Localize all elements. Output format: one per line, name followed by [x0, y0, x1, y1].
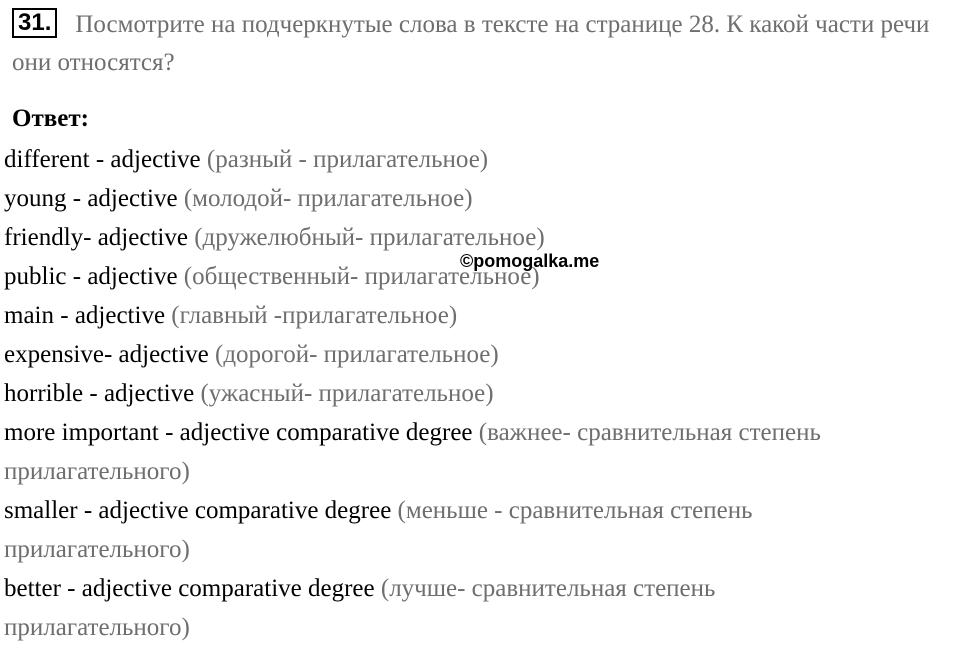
english-term: horrible - adjective [4, 380, 195, 407]
task-text: Посмотрите на подчеркнутые слова в тексте на странице 28. К какой части речи они относятся? [12, 11, 930, 76]
english-term: smaller - adjective comparative degree [4, 497, 392, 524]
russian-translation: (молодой- прилагательное) [183, 185, 473, 212]
task-number: 31. [12, 8, 57, 38]
english-term: more important - adjective comparative degree [4, 419, 473, 446]
russian-translation: (общественный- прилагательное) [183, 263, 540, 290]
answer-item [4, 374, 960, 413]
russian-translation: (лучше- сравнительная степень [380, 575, 716, 602]
russian-translation-continued: прилагательного) [4, 614, 190, 641]
answer-item [4, 413, 960, 452]
answer-item [4, 491, 960, 530]
russian-translation: (ужасный- прилагательное) [200, 380, 494, 407]
answer-list [4, 140, 960, 647]
watermark: ©pomogalka.me [460, 251, 600, 271]
english-term: young - adjective [4, 185, 178, 212]
task-statement [12, 6, 952, 82]
english-term: better - adjective comparative degree [4, 575, 375, 602]
answer-item [4, 140, 960, 179]
answer-item [4, 569, 960, 608]
russian-translation: (дорогой- прилагательное) [215, 341, 499, 368]
answer-item [4, 179, 960, 218]
russian-translation: (разный - прилагательное) [206, 146, 489, 173]
english-term: different - adjective [4, 146, 201, 173]
russian-translation: (меньше - сравнительная степень [397, 497, 753, 524]
russian-translation: (дружелюбный- прилагательное) [194, 224, 545, 251]
russian-translation: (важнее- сравнительная степень [478, 419, 821, 446]
answer-item [4, 296, 960, 335]
russian-translation-continued: прилагательного) [4, 458, 190, 485]
english-term: public - adjective [4, 263, 178, 290]
answer-label: Ответ: [12, 105, 89, 132]
answer-item [4, 335, 960, 374]
english-term: expensive- adjective [4, 341, 209, 368]
english-term: friendly- adjective [4, 224, 188, 251]
english-term: main - adjective [4, 302, 166, 329]
russian-translation-continued: прилагательного) [4, 536, 190, 563]
russian-translation: (главный -прилагательное) [171, 302, 458, 329]
